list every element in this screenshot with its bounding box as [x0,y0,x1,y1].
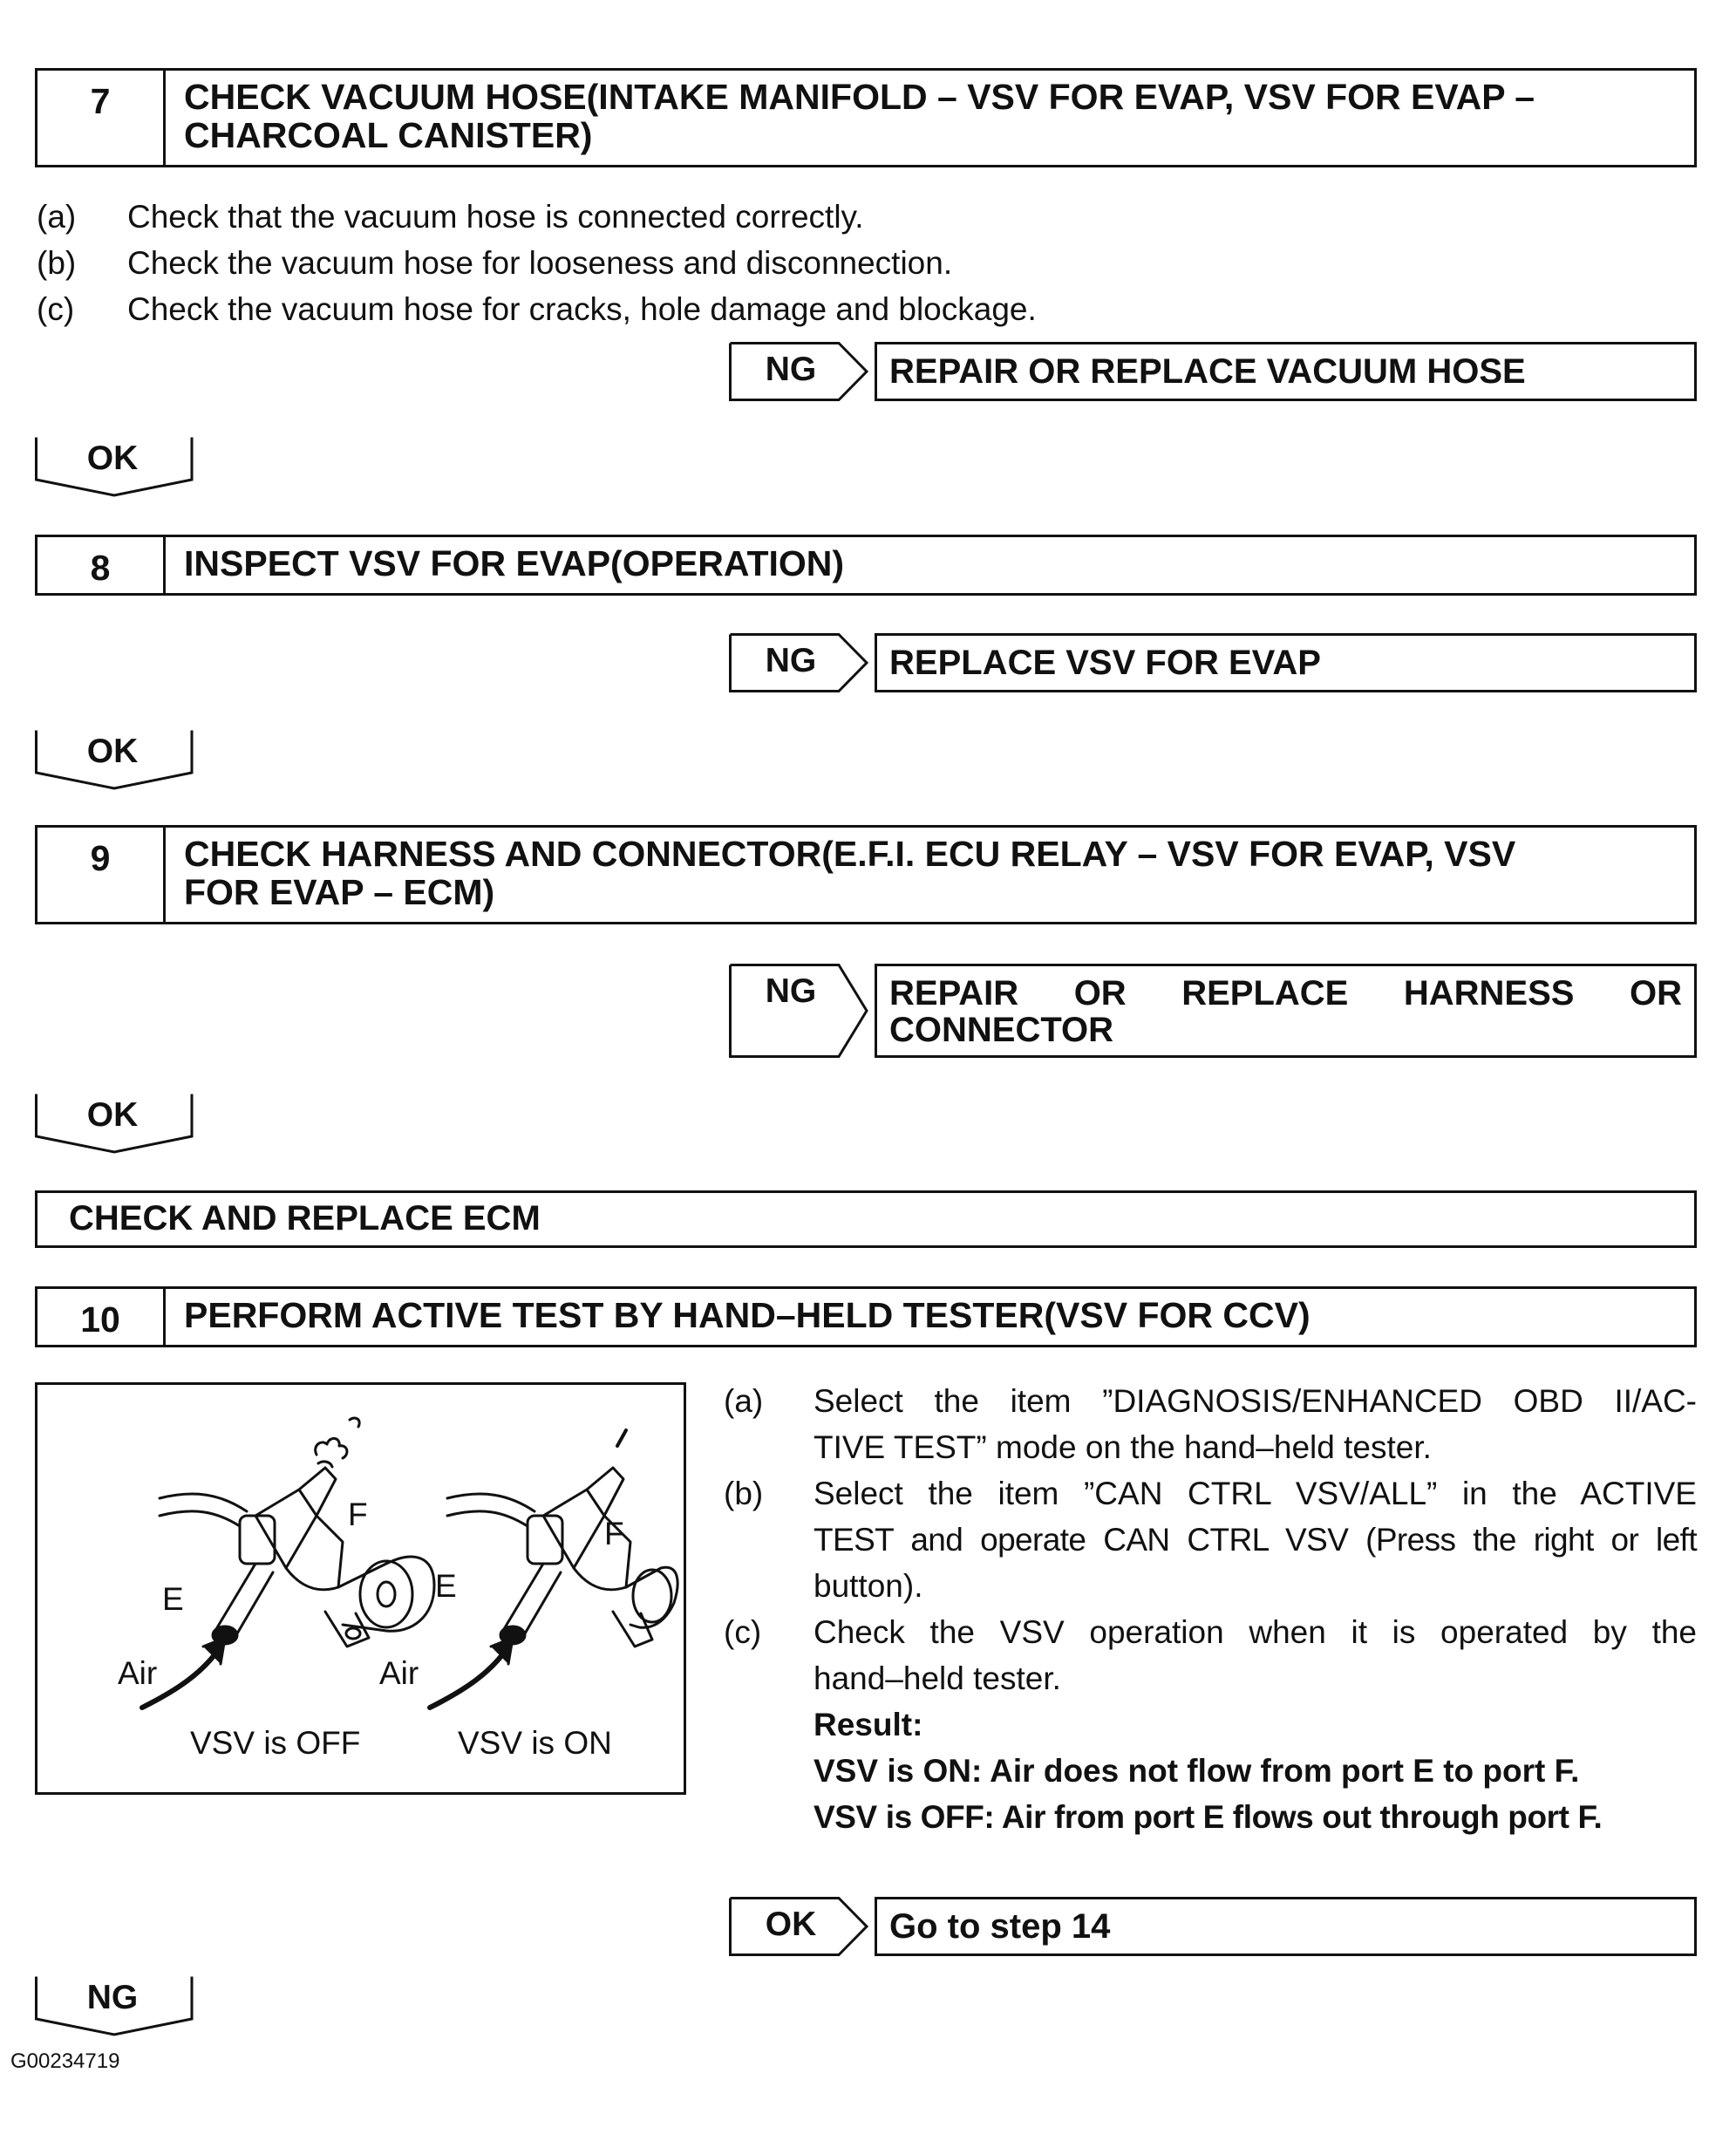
ng-action-word: HARNESS [1403,974,1575,1013]
list-item [724,1470,1697,1609]
item-text [814,1609,1697,1840]
step-number: 9 [37,828,166,922]
ng-label: NG [765,351,817,388]
final-action-text: CHECK AND REPLACE ECM [69,1199,541,1238]
item-text-line: Select the item ”DIAGNOSIS/ENHANCED OBD II/AC- [814,1383,1697,1419]
item-label: (a) [724,1383,764,1419]
step-title-line: FOR EVAP – ECM) [184,872,495,912]
step-7-header [35,68,1697,167]
item-label: (a) [37,199,77,235]
step-number: 10 [37,1289,166,1345]
ng-action-word: REPLACE [1181,974,1349,1013]
item-label: (c) [724,1614,762,1650]
result-line: VSV is OFF: Air from port E flows out through port F. [814,1799,1603,1835]
item-text [814,1470,1697,1609]
air-label: Air [118,1655,158,1691]
ok-label: OK [86,440,139,477]
step-title-line: CHECK HARNESS AND CONNECTOR(E.F.I. ECU RELAY – VSV FOR EVAP, VSV [184,834,1516,874]
ng-label: NG [765,642,817,679]
ok-result-tag [729,1897,868,1956]
step-8-header [35,535,1697,596]
ng-result-tag [729,342,868,401]
list-item [37,286,1257,332]
step-10-header [35,1286,1697,1347]
step-title [184,78,1659,154]
port-f-label: F [604,1516,624,1551]
step-title-line: PERFORM ACTIVE TEST BY HAND–HELD TESTER(VSV FOR CCV) [184,1295,1311,1335]
ok-result-tag [35,1093,194,1154]
ng-action-text: REPLACE VSV FOR EVAP [889,644,1321,682]
ok-label: OK [765,1906,817,1943]
ng-action-box [875,633,1697,692]
step-title-line: CHECK VACUUM HOSE(INTAKE MANIFOLD – VSV FOR EVAP, VSV FOR EVAP – [184,77,1535,117]
figure-code: G00234719 [10,2049,120,2073]
ng-action-word: REPAIR [889,974,1019,1013]
ng-action-word: OR [1629,974,1682,1013]
step-9-header [35,825,1697,924]
ng-result-tag [729,633,868,692]
ng-action-box [875,964,1697,1058]
port-f-label: F [348,1497,368,1532]
ok-result-tag [35,436,194,497]
ng-action-line [889,975,1682,1012]
step-title [184,835,1659,911]
step-title-line: CHARCOAL CANISTER) [184,115,593,155]
list-item [37,194,1257,240]
step-number: 7 [37,71,166,165]
ok-result-tag [35,729,194,790]
item-text: Check the vacuum hose for looseness and disconnection. [127,245,953,281]
item-text-line: TEST and operate CAN CTRL VSV (Press the right or left [814,1522,1697,1558]
item-text-line: hand–held tester. [814,1660,1061,1696]
list-item [37,240,1257,286]
final-action-box [35,1190,1697,1248]
item-label: (c) [37,291,75,327]
vsv-off-caption: VSV is OFF [190,1725,361,1761]
ng-label: NG [765,972,817,1010]
ng-action-text: REPAIR OR REPLACE VACUUM HOSE [889,352,1526,391]
item-label: (b) [37,245,77,281]
ng-action-word: OR [1073,974,1127,1013]
ng-action-box [875,342,1697,401]
step-title-line: INSPECT VSV FOR EVAP(OPERATION) [184,543,845,583]
ok-label: OK [86,1096,139,1134]
vsv-operation-figure [35,1382,686,1795]
port-e-label: E [435,1568,457,1604]
item-text [814,1378,1697,1470]
step-10-instructions [724,1378,1697,1840]
ng-result-tag [35,1975,194,2036]
step-title [184,1296,1659,1334]
item-text-line: Check the VSV operation when it is operated by the [814,1614,1697,1650]
item-text-line: TIVE TEST” mode on the hand–held tester. [814,1429,1432,1465]
vsv-on-caption: VSV is ON [458,1725,612,1761]
item-text: Check that the vacuum hose is connected correctly. [127,199,864,235]
ok-action-box [875,1897,1697,1956]
ng-result-tag [729,964,868,1058]
step-title [184,544,1659,583]
port-e-label: E [162,1581,184,1617]
list-item [724,1378,1697,1470]
ng-label: NG [86,1979,139,2016]
item-label: (b) [724,1476,764,1511]
result-heading: Result: [814,1707,923,1742]
step-number: 8 [37,537,166,593]
list-item [724,1609,1697,1840]
air-label: Air [379,1655,419,1691]
item-text-line: button). [814,1568,923,1604]
ok-label: OK [86,733,139,770]
item-text: Check the vacuum hose for cracks, hole damage and blockage. [127,291,1037,327]
ng-action-line: CONNECTOR [889,1011,1114,1049]
step-7-checklist [37,194,1257,332]
ok-action-text: Go to step 14 [889,1907,1111,1946]
item-text-line: Select the item ”CAN CTRL VSV/ALL” in the ACTIVE [814,1476,1697,1511]
result-line: VSV is ON: Air does not flow from port E to port F. [814,1753,1580,1789]
